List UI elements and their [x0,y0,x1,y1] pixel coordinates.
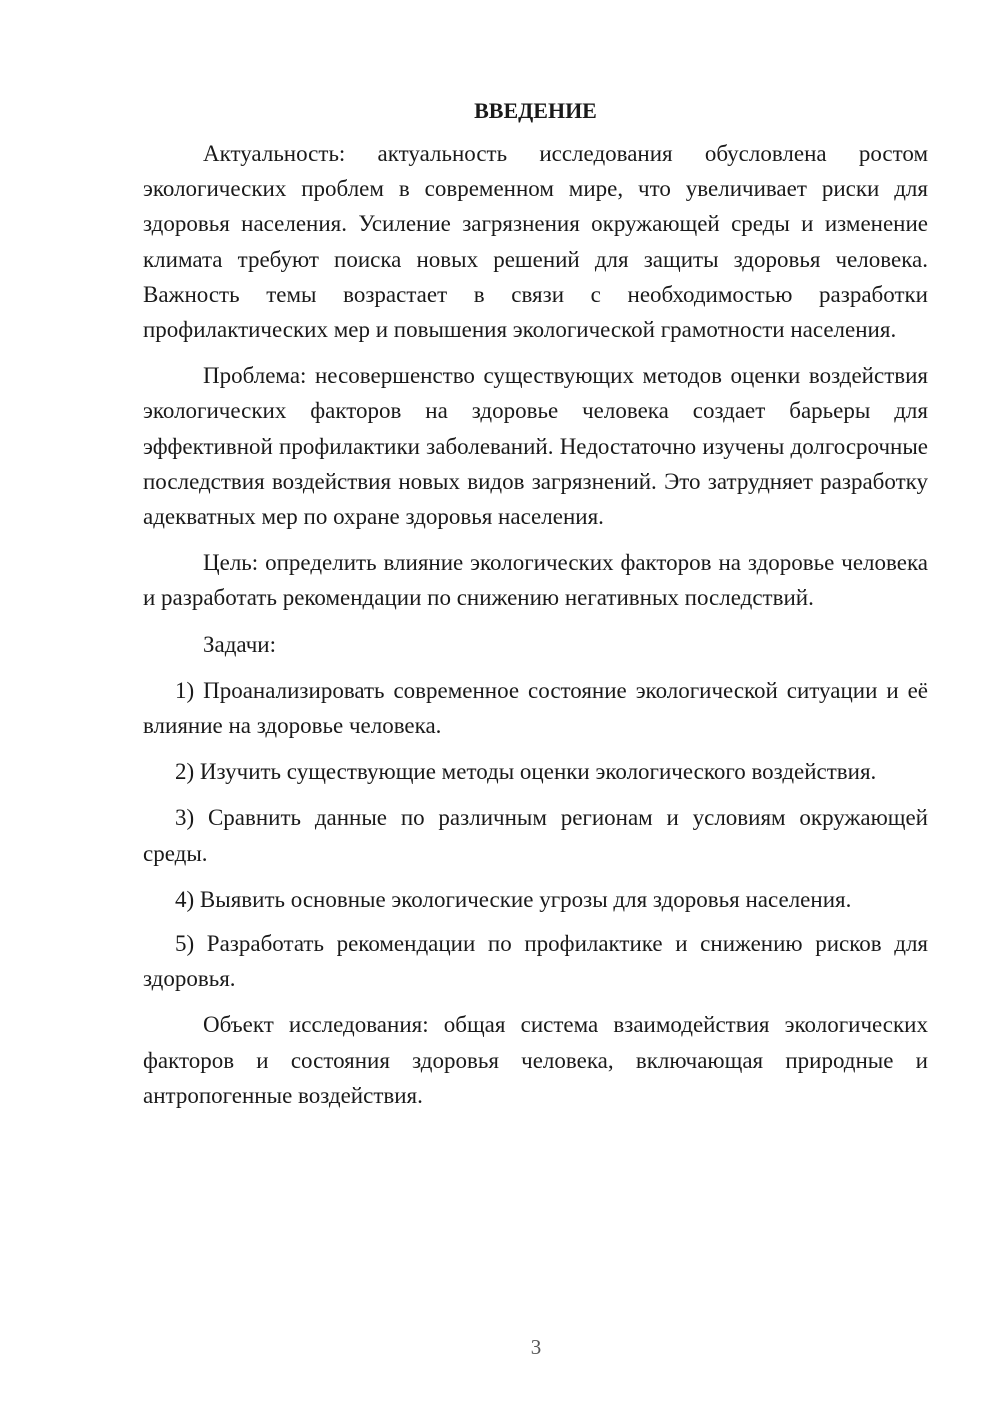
page-content [143,96,928,1124]
task-item: 4) Выявить основные экологические угрозы для здоровья населения. [175,886,852,912]
page-number-footer [0,1333,1000,1361]
task-item: 3) Сравнить данные по различным регионам и условиям окружающей среды. [143,805,928,866]
page-number: 3 [530,1335,542,1359]
task-item: 2) Изучить существующие методы оценки экологического воздействия. [175,759,877,785]
relevance-paragraph: Актуальность: актуальность исследования обусловлена ростом экологических проблем в современном мире, что увеличивает риски для здоровья населения. Усиление загрязнения окружающей среды и изменение климата требуют поиска новых решений для защиты здоровья человека. Важность темы возрастает в связи с необходимостью разработки профилактических мер и повышения экологической грамотности населения. [143,141,928,343]
goal-paragraph: Цель: определить влияние экологических факторов на здоровье человека и разработать рекомендации по снижению негативных последствий. [143,550,928,611]
task-item: 5) Разработать рекомендации по профилактике и снижению рисков для здоровья. [143,931,928,992]
task-item: 1) Проанализировать современное состояние экологической ситуации и её влияние на здоровье человека. [143,677,928,739]
problem-paragraph: Проблема: несовершенство существующих методов оценки воздействия экологических факторов на здоровье человека создает барьеры для эффективной профилактики заболеваний. Недостаточно изучены долгосрочные последствия воздействия новых видов загрязнений. Это затрудняет разработку адекватных мер по охране здоровья населения. [143,363,928,530]
section-title: ВВЕДЕНИЕ [474,98,597,123]
object-paragraph: Объект исследования: общая система взаимодействия экологических факторов и состояния здоровья человека, включающая природные и антропогенные воздействия. [143,1012,928,1108]
tasks-label: Задачи: [203,631,276,657]
